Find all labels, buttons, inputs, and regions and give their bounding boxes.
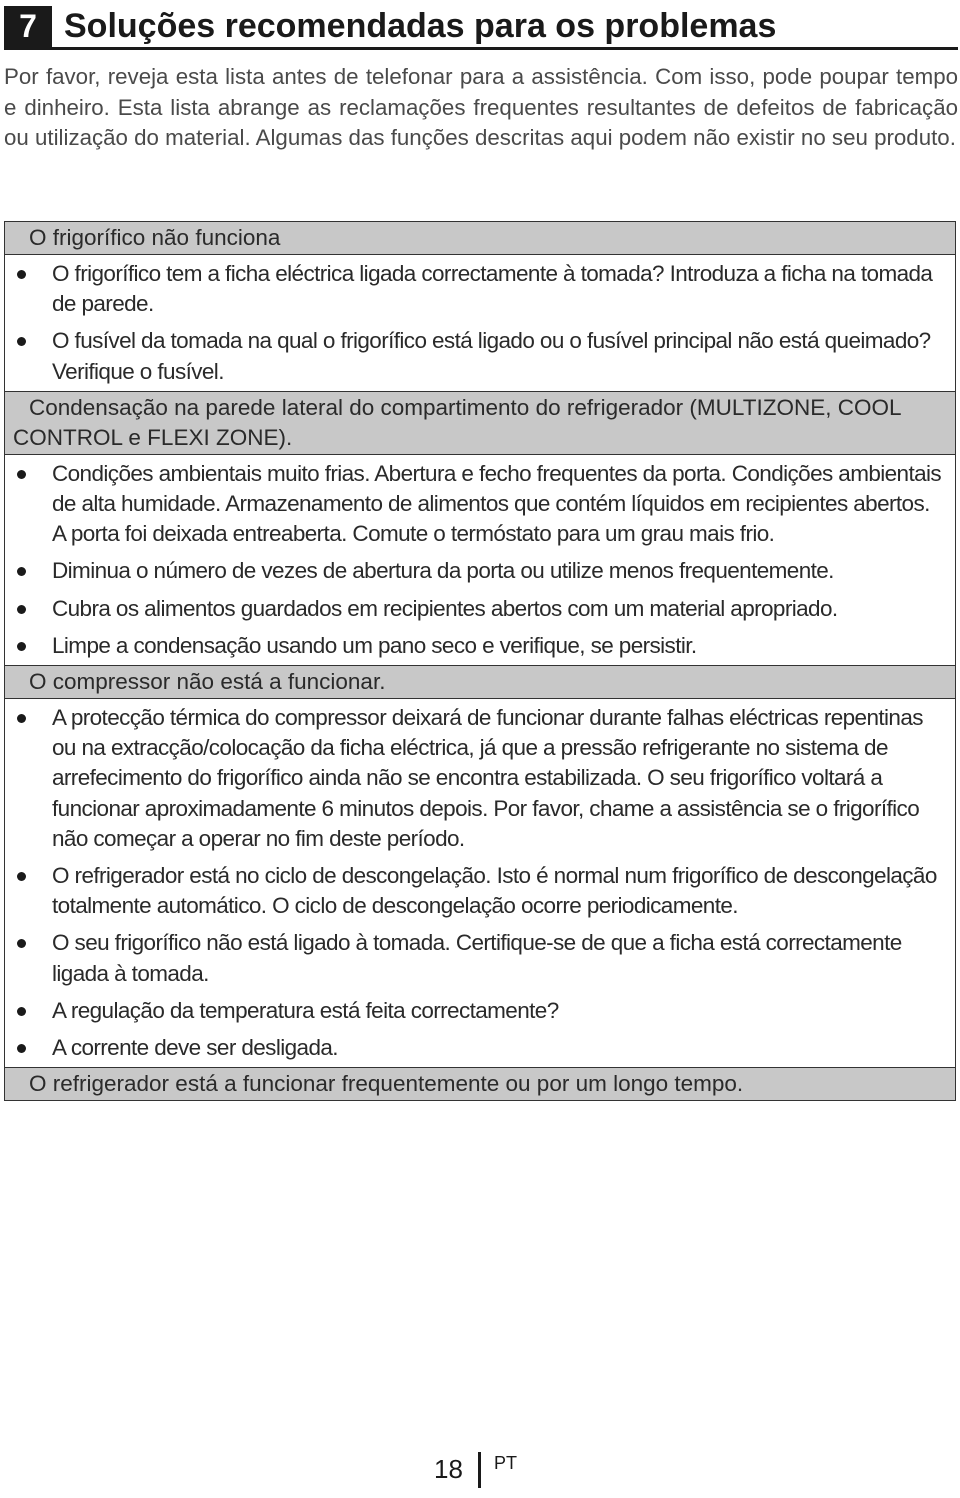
list-item-text: O fusível da tomada na qual o frigorífico está ligado ou o fusível principal não está queimado? Verifique o fusível.: [52, 328, 931, 384]
list-item-text: A corrente deve ser desligada.: [52, 1035, 338, 1061]
bullet-list: [5, 455, 955, 665]
section-running-frequently: [5, 1067, 955, 1100]
bullet-icon: [17, 270, 26, 279]
section-condensation: [5, 391, 955, 665]
list-item: [5, 1033, 955, 1063]
chapter-title: Soluções recomendadas para os problemas: [64, 7, 777, 45]
page-number: 18: [434, 1454, 463, 1484]
chapter-number: 7: [4, 6, 52, 47]
bullet-icon: [17, 642, 26, 651]
list-item-text: O seu frigorífico não está ligado à tomada. Certifique-se de que a ficha está correctamente ligada à tomada.: [52, 930, 902, 986]
section-compressor: [5, 665, 955, 1067]
list-item: [5, 996, 955, 1026]
bullet-icon: [17, 1007, 26, 1016]
section-not-working: [5, 222, 955, 391]
troubleshooting-table: [4, 221, 956, 1101]
list-item: [5, 459, 955, 550]
list-item: [5, 703, 955, 854]
bullet-list: [5, 699, 955, 1067]
intro-paragraph: Por favor, reveja esta lista antes de telefonar para a assistência. Com isso, pode poupar tempo e dinheiro. Esta lista abrange as reclamações frequentes resultantes de defeitos de fabricação ou utilização do material. Algumas das funções descritas aqui podem não existir no seu produto.: [4, 64, 958, 150]
section-heading: O compressor não está a funcionar.: [5, 665, 955, 699]
list-item-text: O frigorífico tem a ficha eléctrica ligada correctamente à tomada? Introduza a ficha na tomada de parede.: [52, 261, 933, 317]
list-item-text: Diminua o número de vezes de abertura da porta ou utilize menos frequentemente.: [52, 558, 834, 584]
bullet-icon: [17, 337, 26, 346]
list-item: [5, 556, 955, 586]
list-item-text: Cubra os alimentos guardados em recipientes abertos com um material apropriado.: [52, 595, 838, 621]
list-item: [5, 594, 955, 624]
bullet-icon: [17, 605, 26, 614]
bullet-icon: [17, 939, 26, 948]
bullet-list: [5, 255, 955, 391]
chapter-header: [4, 6, 958, 50]
section-heading: O frigorífico não funciona: [5, 222, 955, 255]
bullet-icon: [17, 714, 26, 723]
list-item-text: A regulação da temperatura está feita correctamente?: [52, 997, 559, 1023]
section-heading: O refrigerador está a funcionar frequentemente ou por um longo tempo.: [5, 1067, 955, 1100]
section-heading: Condensação na parede lateral do compartimento do refrigerador (MULTIZONE, COOL CONTROL e FLEXI ZONE).: [5, 391, 955, 455]
list-item-text: O refrigerador está no ciclo de descongelação. Isto é normal num frigorífico de descongelação totalmente automático. O ciclo de descongelação ocorre periodicamente.: [52, 863, 937, 919]
list-item: [5, 259, 955, 319]
language-code: PT: [494, 1453, 518, 1473]
bullet-icon: [17, 1044, 26, 1053]
footer-divider: [478, 1452, 481, 1488]
list-item-text: Condições ambientais muito frias. Abertura e fecho frequentes da porta. Condições ambientais de alta humidade. Armazenamento de alimentos que contém líquidos em recipientes abertos. A porta foi deixada entreaberta. Comute o termóstato para um grau mais frio.: [52, 460, 942, 547]
bullet-icon: [17, 567, 26, 576]
list-item: [5, 861, 955, 921]
list-item: [5, 928, 955, 988]
list-item-text: Limpe a condensação usando um pano seco e verifique, se persistir.: [52, 632, 697, 658]
list-item-text: A protecção térmica do compressor deixará de funcionar durante falhas eléctricas repentinas ou na extracção/colocação da ficha eléctrica, já que a pressão refrigerante no sistema de arrefecimento do frigorífico ainda não se encontra estabilizada. O seu frigorífico voltará a funcionar aproximadamente 6 minutos depois. Por favor, chame a assistência se o frigorífico não começar a operar no fim deste período.: [52, 705, 923, 851]
bullet-icon: [17, 470, 26, 479]
bullet-icon: [17, 872, 26, 881]
list-item: [5, 326, 955, 386]
list-item: [5, 631, 955, 661]
